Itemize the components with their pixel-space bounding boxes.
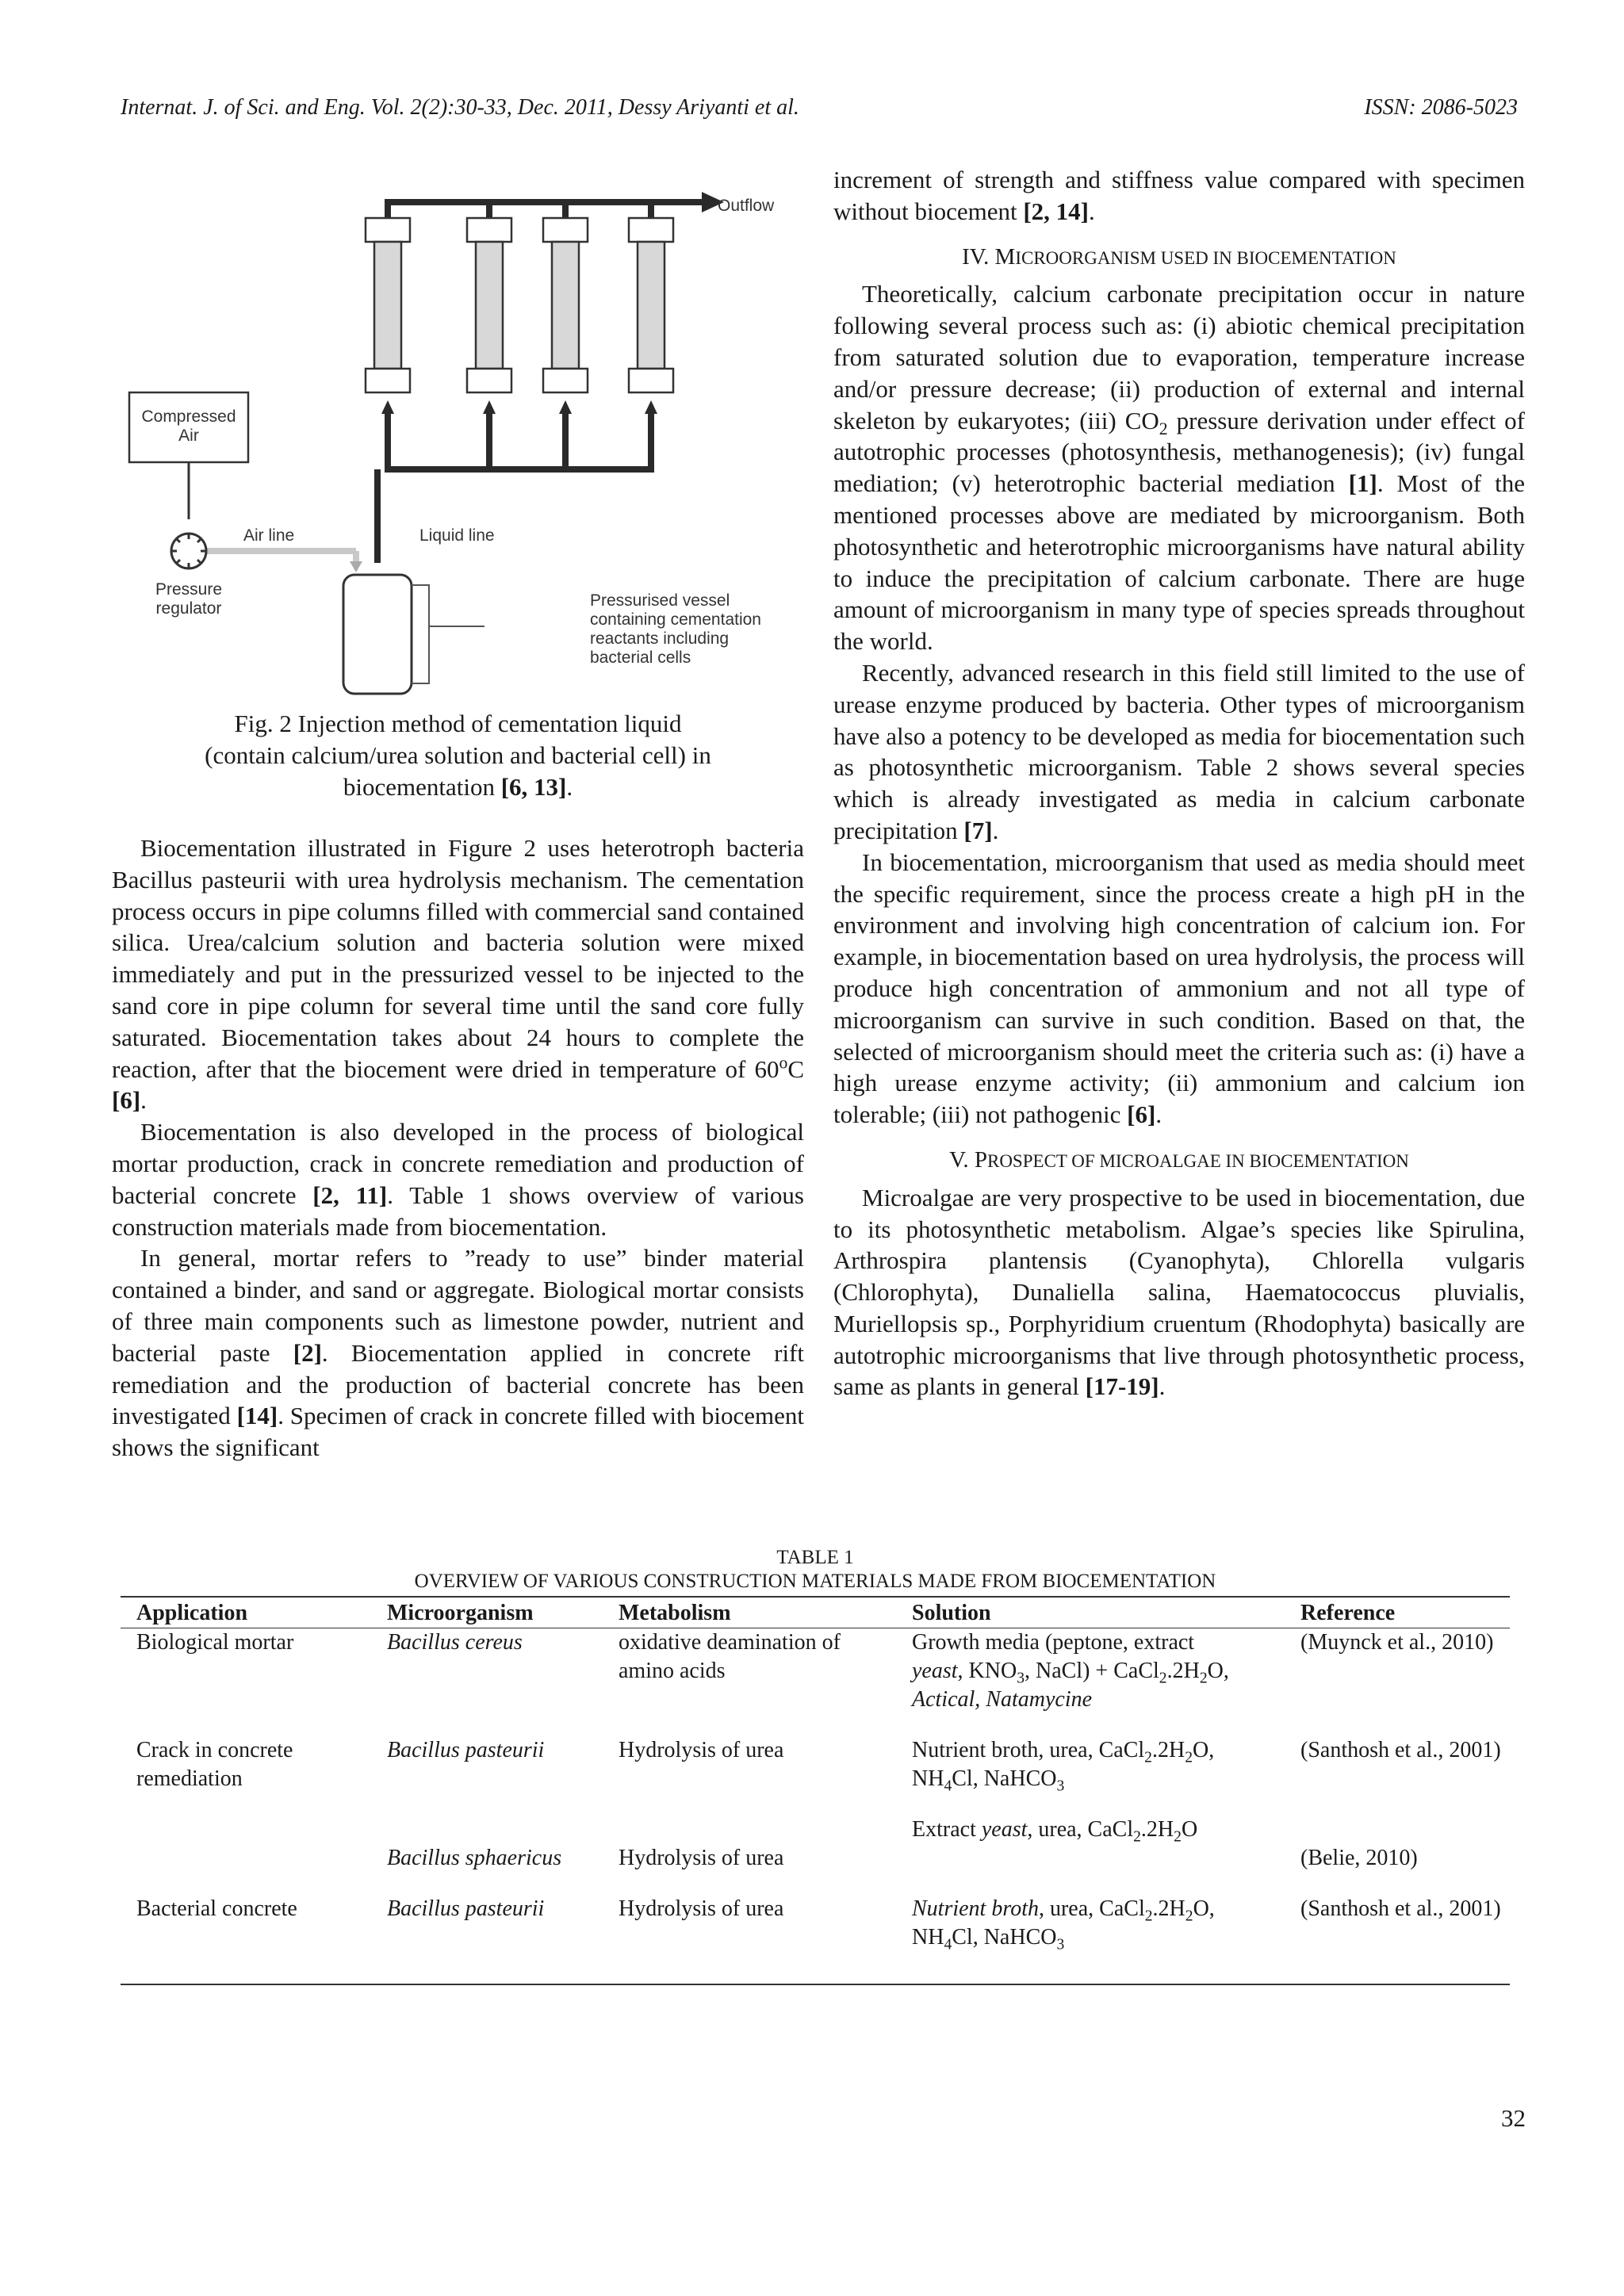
page-number: 32 bbox=[1501, 2104, 1526, 2132]
table-label: TABLE 1 bbox=[776, 1547, 854, 1568]
table-row: Crack in concrete remediation Bacillus pasteurii Hydrolysis of urea Nutrient broth, urea, $CaCl_2.2H_2O$, $NH_4Cl$, NaHCO$_3$ (Santhosh et al., 2001) bbox=[136, 1738, 1501, 1795]
pressure-regulator-label: Pressure bbox=[155, 580, 223, 599]
sand-columns bbox=[366, 218, 673, 392]
liquid-line-label: Liquid line bbox=[419, 526, 495, 545]
table-row: Bacillus sphaericus Hydrolysis of urea (Belie, 2010) bbox=[387, 1846, 1418, 1870]
running-header-citation: Internat. J. of Sci. and Eng. Vol. 2(2):30-33, Dec. 2011, Dessy Ariyanti et al. bbox=[121, 95, 799, 120]
figure-2-injection-diagram bbox=[112, 182, 804, 706]
col-header: Reference bbox=[1300, 1601, 1396, 1625]
paragraph: In general, mortar refers to ”ready to use” binder material contained a binder, and sand or aggregate. Biological mortar consists of three main components such as limestone powder, nutrient and bacterial paste [2]. Biocementation applied in concrete rift remediation and the production of bacterial concrete has been investigated [14]. Specimen of crack in concrete filled with biocement shows the significant bbox=[112, 1244, 804, 1462]
col-header: Solution bbox=[912, 1601, 991, 1625]
paragraph: Biocementation is also developed in the process of biological mortar production, crack in concrete remediation and production of bacterial concrete [2, 11]. Table 1 shows overview of various construction materials made from biocementation. bbox=[112, 1118, 804, 1241]
section-heading-v: V. PROSPECT OF MICROALGAE IN BIOCEMENTATION bbox=[949, 1146, 1409, 1173]
pressurised-vessel bbox=[343, 575, 412, 694]
vessel-label: bacterial cells bbox=[590, 649, 691, 667]
right-column-text bbox=[833, 164, 1525, 1402]
paragraph: increment of strength and stiffness value compared with specimen without biocement [2, 14]. bbox=[833, 166, 1525, 225]
compressed-air-label: Compressed bbox=[141, 408, 236, 426]
section-heading-iv: IV. MICROORGANISM USED IN BIOCEMENTATION bbox=[962, 243, 1396, 270]
left-column-text bbox=[112, 832, 804, 1464]
pressure-regulator-gauge bbox=[171, 534, 206, 568]
running-header-issn: ISSN: 2086-5023 bbox=[1364, 95, 1518, 120]
table-row: Extract yeast, urea, $CaCl_2.2H_2O$ bbox=[912, 1817, 1198, 1846]
vessel-label: containing cementation bbox=[590, 610, 761, 629]
paragraph: Biocementation illustrated in Figure 2 uses heterotroph bacteria Bacillus pasteurii with urea hydrolysis mechanism. The cementation process occurs in pipe columns filled with commercial sand contained silica. Urea/calcium solution and bacteria solution were mixed immediately and put in the pressurized vessel to be injected to the sand core in pipe column for several time until the sand core fully saturated. Biocementation takes about 24 hours to complete the reaction, after that the biocement were dried in temperature of 60$^o$C [6]. bbox=[112, 834, 804, 1115]
paragraph: In biocementation, microorganism that used as media should meet the specific requirement, since the process create a high pH in the environment and involving high concentration of calcium ion. For example, in biocementation based on urea hydrolysis, the process will produce high concentration of ammonium and not all type of microorganism can survive in such condition. Based on that, the selected of microorganism should meet the criteria such as: (i) have a high urease enzyme activity; (ii) ammonium and calcium ion tolerable; (iii) not pathogenic [6]. bbox=[833, 848, 1525, 1129]
paragraph: Recently, advanced research in this field still limited to the use of urease enzyme produced by bacteria. Other types of microorganism have also a potency to be developed as media for biocementation such as photosynthetic microorganism. Table 2 shows several species which is already investigated as media in calcium carbonate precipitation [7]. bbox=[833, 658, 1525, 844]
figure-2-caption: Fig. 2 Injection method of cementation liquid (contain calcium/urea solution and bacterial cell) in biocementation [6, 13]. bbox=[205, 710, 711, 801]
vessel-label: reactants including bbox=[590, 629, 730, 648]
paragraph: Theoretically, calcium carbonate precipitation occur in nature following several process such as: (i) abiotic chemical precipitation from saturated solution due to evaporation, temperature increase and/or pressure decrease; (ii) production of external and internal skeleton by eukaryotes; (iii) $CO_2$ pressure derivation under effect of autotrophic processes (photosynthesis, methanogenesis); (iv) fungal mediation; (v) heterotrophic bacterial mediation [1]. Most of the mentioned processes above are mediated by microorganism. Both photosynthetic and heterotrophic microorganisms have natural ability to induce the precipitation of calcium carbonate. There are huge amount of microorganism in many type of species spreads throughout the world. bbox=[833, 280, 1526, 656]
air-line-label: Air line bbox=[243, 526, 295, 545]
table-1 bbox=[121, 1596, 1510, 1985]
vessel-label: Pressurised vessel bbox=[590, 591, 730, 610]
compressed-air-label: Air bbox=[178, 427, 199, 445]
col-header: Microorganism bbox=[387, 1601, 534, 1625]
col-header: Metabolism bbox=[619, 1601, 731, 1625]
pressure-regulator-label: regulator bbox=[155, 599, 222, 618]
col-header: Application bbox=[136, 1601, 248, 1625]
table-title: OVERVIEW OF VARIOUS CONSTRUCTION MATERIALS MADE FROM BIOCEMENTATION bbox=[414, 1571, 1216, 1592]
table-header-row bbox=[121, 1597, 1510, 1628]
table-row: Biological mortar Bacillus cereus oxidative deamination of amino acids Growth media (peptone, extract yeast, $KNO_3$, NaCl) + $CaCl_2.2H_2O$, Actical, Natamycine (Muynck et al., 2010) bbox=[136, 1630, 1494, 1712]
paragraph: Microalgae are very prospective to be used in biocementation, due to its photosynthetic metabolism. Algae’s species like Spirulina, Arthrospira plantensis (Cyanophyta), Chlorella vulgaris (Chlorophyta), Dunaliella salina, Haematococcus pluvialis, Muriellopsis sp., Porphyridium cruentum (Rhodophyta) basically are autotrophic microorganisms that live through photosynthetic process, same as plants in general [17-19]. bbox=[833, 1183, 1525, 1401]
outflow-label: Outflow bbox=[718, 197, 775, 215]
table-row: Bacterial concrete Bacillus pasteurii Hydrolysis of urea Nutrient broth, urea, $CaCl_2.2H_2O$, $NH_4Cl$, NaHCO$_3$ (Santhosh et al., 2001) bbox=[121, 1895, 1510, 1984]
